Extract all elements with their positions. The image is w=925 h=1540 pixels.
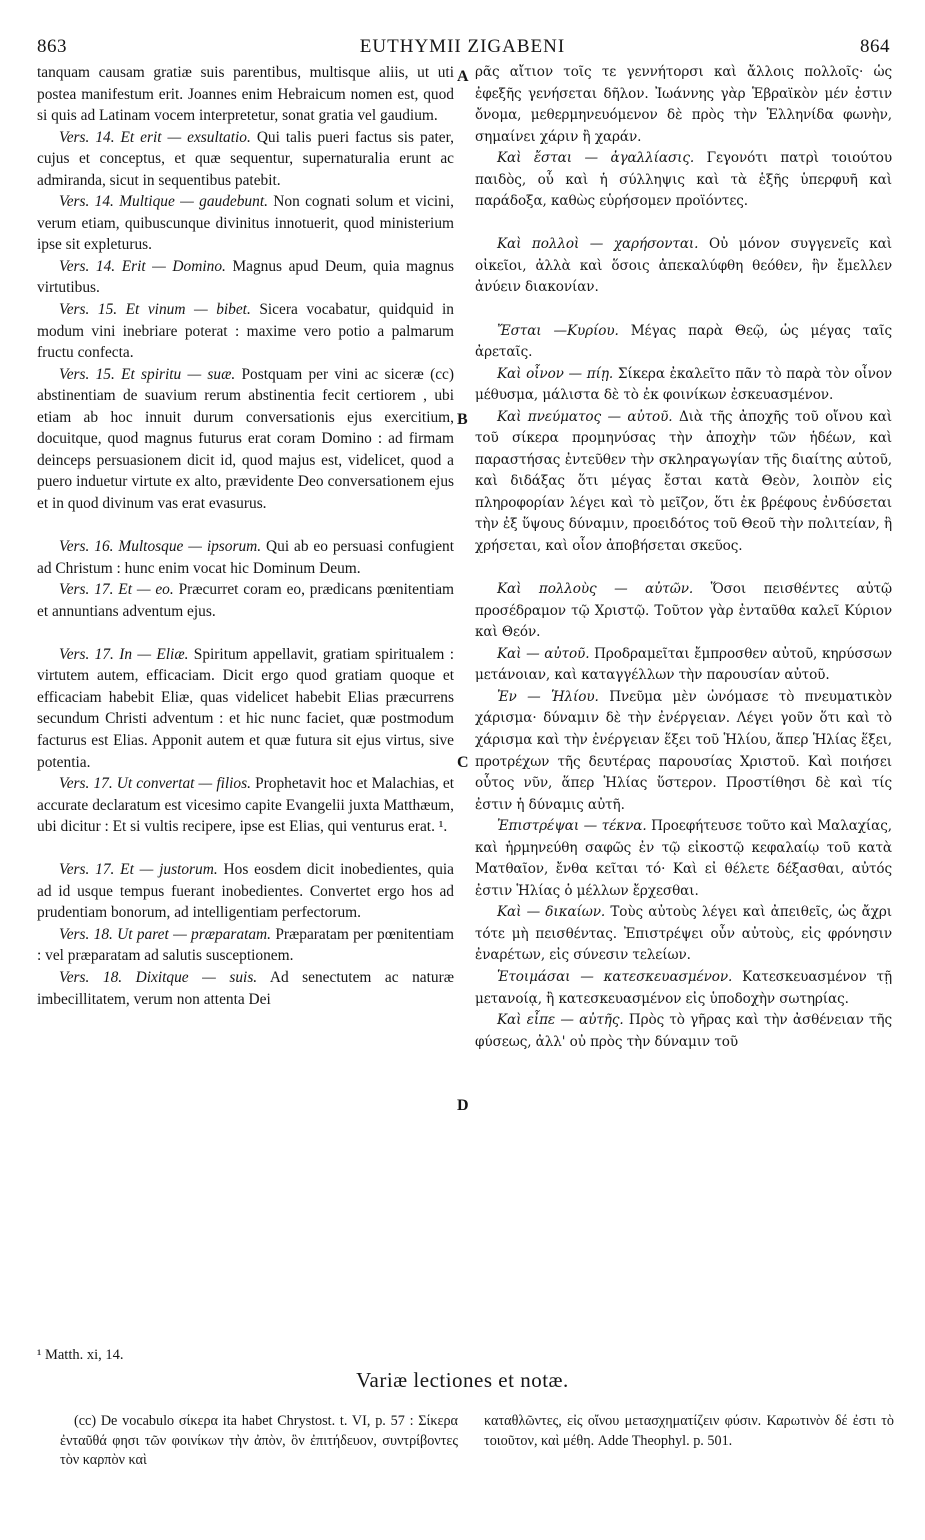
verse-reference: Vers. 15. Et vinum — bibet. (59, 301, 251, 319)
greek-paragraph (475, 967, 892, 1010)
margin-letter-c: C (457, 754, 469, 771)
latin-text: Præparatam per pœnitentiam : vel præparatam ad salutis susceptionem. (37, 925, 454, 965)
latin-paragraph (37, 299, 454, 364)
latin-paragraph (37, 256, 454, 299)
page-number-left: 863 (37, 36, 67, 57)
verse-reference: Vers. 14. Erit — Domino. (59, 257, 226, 275)
latin-text: Non cognati solum et vicini, verum etiam, quibuscunque divinitus innotuerit, quod ministerium ipse sit expleturus. (37, 193, 454, 254)
latin-text: Postquam per vini ac siceræ (cc) abstinentiam de suavium rerum abstinentia fecit certiorem , ubi etiam ab hoc innuit durum conversationis ejus exercitium, docuitque, quod magnus futurus erat coram Domino : ad firmam deinceps persuasionem dicit id, quod majus est, videlicet, quod a puero induetur virtute ex alto, prævidente Deo conversationem ejus et in quod divinum vas erat evasurus. (37, 365, 454, 512)
greek-text: Σίκερα ἐκαλεῖτο πᾶν τὸ παρὰ τὸν οἶνον μέθυσμα, μάλιστα δὲ τὸ ἐκ φοινίκων ἐσκευασμένον. (475, 365, 892, 404)
greek-paragraph (475, 62, 892, 148)
notes-left-column (60, 1412, 458, 1471)
verse-reference: Καὶ — αὐτοῦ. (497, 645, 590, 662)
footnote: ¹ Matth. xi, 14. (37, 1347, 124, 1363)
greek-paragraph (475, 1010, 892, 1053)
note-text: (cc) De vocabulo σίκερα ita habet Chrystost. t. VI, p. 57 : Σίκερα ἐνταῦθά φησι τῶν φοινίκων τὴν ἀπὸν, ὃν ἐπιτήδευον, συντρίβοντες τὸν καρπὸν καὶ (60, 1413, 458, 1468)
verse-reference: Vers. 15. Et spiritu — suæ. (59, 365, 236, 383)
verse-reference: Καὶ πολλοὺς — αὐτῶν. (497, 581, 694, 598)
verse-reference: Vers. 18. Ut paret — præparatam. (59, 925, 272, 943)
latin-text: Magnus apud Deum, quia magnus virtutibus. (37, 257, 454, 297)
greek-paragraph (475, 364, 892, 407)
page-header (0, 0, 925, 60)
greek-paragraph (475, 644, 892, 687)
margin-letter-b: B (457, 411, 468, 428)
greek-text: ρᾶς αἴτιον τοῖς τε γεννήτορσι καὶ ἄλλοις πολλοῖς· ὡς ἐφεξῆς γενήσεται δῆλον. Ἰωάννης γὰρ Ἑβραϊκὸν μέν ἐστιν ὄνομα, μεθερμηνευόμενον δὲ πρὸς τὴν Ἑλληνίδα φωνὴν, σημαίνει χάριν ἢ χαράν. (475, 64, 892, 145)
verse-reference: Vers. 17. Et — justorum. (59, 861, 218, 879)
greek-text: Μέγας παρὰ Θεῷ, ὡς μέγας ταῖς ἀρεταῖς. (475, 322, 892, 361)
latin-paragraph (37, 127, 454, 192)
verse-reference: Vers. 17. Ut convertat — filios. (59, 775, 251, 793)
greek-paragraph (475, 902, 892, 967)
latin-paragraph (37, 364, 454, 515)
latin-text: Spiritum appellavit, gratiam spiritualem : virtutem autem, efficaciam. Dicit ergo quod gratiam quoque et efficaciam habebit Eliæ, quas videlicet habebit Elias præcurrens secundum Christi adventum : et hic nunc faciet, quæ postmodum facturus est Elias. Apponit autem et quæ futura sit ejus virtus, sive potentia. (37, 645, 454, 771)
greek-text: Προεφήτευσε τοῦτο καὶ Μαλαχίας, καὶ ἡρμηνεύθη σαφῶς ἐν τῷ εἰκοστῷ κεφαλαίῳ τοῦ κατὰ Ματθαῖον, ἔνθα κεῖται τό· Καὶ εἰ θέλετε δέξασθαι, αὐτός ἐστιν Ἡλίας ὁ μέλλων ἔρχεσθαι. (475, 818, 892, 899)
greek-paragraph (475, 321, 892, 364)
verse-reference: Vers. 14. Multique — gaudebunt. (59, 193, 268, 211)
greek-text: Κατεσκευασμένον τῇ μετανοίᾳ, ἢ κατεσκευασμένον εἰς ὑποδοχὴν σωτηρίας. (475, 968, 892, 1007)
greek-text: Ὅσοι πεισθέντες αὐτῷ προσέδραμον τῷ Χριστῷ. Τοῦτον γὰρ ἐνταῦθα καλεῖ Κύριον καὶ Θεόν. (475, 581, 892, 641)
notes-right-column (484, 1412, 894, 1451)
latin-text: Prophetavit hoc et Malachias, et accurate declaratum est vicesimo capite Evangelii juxta Matthæum, ubi dicitur : Et si vultis recipere, ipse est Elias, qui venturus erat. ¹. (37, 775, 454, 836)
verse-reference: Καὶ πολλοὶ — χαρήσονται. (497, 236, 699, 253)
greek-paragraph (475, 816, 892, 902)
greek-text: Πνεῦμα μὲν ὠνόμασε τὸ πνευματικὸν χάρισμα· δύναμιν δὲ τὴν ἐνέργειαν. Λέγει γοῦν ὅτι καὶ τὸ χάρισμα καὶ τὴν ἐνέργειαν ἕξει τοῦ Ἡλίου, ἅπερ Ἡλίας ἕξει, προτρέχων τῆς δευτέρας παρουσίας Χριστοῦ. Καὶ ποιήσει οὗτος νῦν, ἅπερ Ἡλίας ὕστερον. Προστίθησι δὲ καὶ τίς ἐστιν ἡ δύναμις αὐτῆ. (475, 688, 892, 813)
verse-reference: Καὶ εἶπε — αὐτῆς. (497, 1012, 624, 1029)
running-title: EUTHYMII ZIGABENI (359, 36, 566, 57)
greek-text: Πρὸς τὸ γῆρας καὶ τὴν ἀσθένειαν τῆς φύσεως, ἀλλ' οὐ πρὸς τὴν δύναμιν τοῦ (475, 1012, 892, 1050)
margin-letter-d: D (457, 1097, 469, 1114)
latin-paragraph (37, 579, 454, 622)
latin-column (37, 62, 454, 1010)
greek-paragraph (475, 579, 892, 644)
greek-text: Προδραμεῖται ἔμπροσθεν αὐτοῦ, κηρύσσων μετάνοιαν, καὶ καταγγέλλων τὴν παρουσίαν αὐτοῦ. (475, 645, 892, 684)
verse-reference: Καὶ πνεύματος — αὐτοῦ. (497, 408, 673, 425)
latin-paragraph (37, 967, 454, 1010)
latin-paragraph (37, 536, 454, 579)
verse-reference: Vers. 18. Dixitque — suis. (59, 968, 258, 986)
verse-reference: Vers. 17. In — Eliæ. (59, 645, 189, 663)
verse-reference: Vers. 16. Multosque — ipsorum. (59, 538, 262, 556)
latin-text: Qui talis pueri factus sis pater, cujus et conceptus, et quæ sequentur, supernaturalia erunt ac admiranda, sicut in sequentibus patebit. (37, 128, 454, 189)
latin-text: tanquam causam gratiæ suis parentibus, multisque aliis, ut uti postea manifestum erit. Joannes enim Hebraicum nomen est, quod si quis ad Latinam vocem interpretetur, sonat gratia vel gaudium. (37, 64, 454, 125)
latin-text: Sicera vocabatur, quidquid in modum vini inebriare poterat : maxime vero potio a palmarum fructu confecta. (37, 301, 454, 362)
verse-reference: Vers. 14. Et erit — exsultatio. (59, 128, 251, 146)
latin-text: Hos eosdem dicit inobedientes, quia ad id usque tempus fuerant inobedientes. Convertet ergo hos ad prudentiam bonorum, ad intelligentiam perfectorum. (37, 861, 454, 922)
verse-reference: Ἐν — Ἡλίου. (497, 688, 599, 705)
note-text: καταθλῶντες, εἰς οἴνου μετασχηματίζειν φύσιν. Καρωτινὸν δέ ἐστι τὸ τοιοῦτον, καὶ μέθη. Adde Theophyl. p. 501. (484, 1413, 894, 1449)
greek-paragraph (475, 234, 892, 299)
greek-text: Διὰ τῆς ἀποχῆς τοῦ οἴνου καὶ τοῦ σίκερα προμηνύσας τὴν ἀποχὴν τῶν ἡδέων, καὶ παραστήσας ἐντεῦθεν τὴν σκληραγωγίαν τῆς διαίτης αὐτοῦ, καὶ διδάξας ὅτι μέγας ἔσται κατὰ Θεὸν, λοιπὸν εἰς πληροφορίαν λέγει καὶ τὸ μεῖζον, ὅτι ἐκ βρέφους ἐνδύσεται τὴν ἐξ ὕψους δύναμιν, προειδότος τοῦ Θεοῦ τὴν πολιτείαν, ἣ χρήσεται, καὶ οἷον ἀποβήσεται σκεῦος. (475, 408, 892, 555)
verse-reference: Καὶ — δικαίων. (497, 904, 606, 921)
latin-paragraph (37, 191, 454, 256)
latin-text: Ad senectutem ac naturæ imbecillitatem, verum non attenta Dei (37, 968, 454, 1008)
latin-text: Qui ab eo persuasi confugient ad Christum : hunc enim vocat hic Dominum Deum. (37, 538, 454, 577)
verse-reference: Καὶ ἔσται — ἀγαλλίασις. (497, 150, 695, 167)
greek-paragraph (475, 687, 892, 816)
greek-paragraph (475, 407, 892, 558)
verse-reference: Καὶ οἶνον — πίῃ. (497, 365, 614, 382)
latin-paragraph (37, 773, 454, 838)
greek-text: Οὐ μόνον συγγενεῖς καὶ οἰκεῖοι, ἀλλὰ καὶ ὅσοις ἀπεκαλύφθη θεόθεν, ἣν ἔμελλεν ἀνύειν διακονίαν. (475, 236, 892, 296)
verse-reference: Vers. 17. Et — eo. (59, 581, 174, 599)
latin-text: Præcurret coram eo, prædicans pœnitentiam et annuntians adventum ejus. (37, 581, 454, 620)
latin-paragraph (37, 924, 454, 967)
greek-column (475, 62, 892, 1053)
latin-paragraph (37, 62, 454, 127)
page-number-right: 864 (860, 36, 890, 57)
margin-letter-a: A (457, 68, 469, 85)
latin-paragraph (37, 859, 454, 924)
verse-reference: Ἑτοιμάσαι — κατεσκευασμένον. (497, 968, 733, 985)
verse-reference: Ἔσται —Κυρίου. (497, 322, 619, 339)
notes-title: Variæ lectiones et notæ. (356, 1368, 569, 1392)
greek-text: Τοὺς αὐτοὺς λέγει καὶ ἀπειθεῖς, ὡς ἄχρι τότε μὴ πεισθέντας. Ἐπιστρέψει οὖν αὐτοὺς, εἰς φρόνησιν ἐναρέτων, εἰς σύνεσιν τελείων. (475, 904, 892, 964)
greek-text: Γεγονότι πατρὶ τοιούτου παιδὸς, οὗ καὶ ἡ σύλληψις καὶ τὰ ἑξῆς ὑπερφυῆ καὶ παράδοξα, καθὼς εὑρήσομεν προϊόντες. (475, 150, 892, 210)
verse-reference: Ἐπιστρέψαι — τέκνα. (497, 818, 647, 835)
latin-paragraph (37, 644, 454, 773)
greek-paragraph (475, 148, 892, 213)
